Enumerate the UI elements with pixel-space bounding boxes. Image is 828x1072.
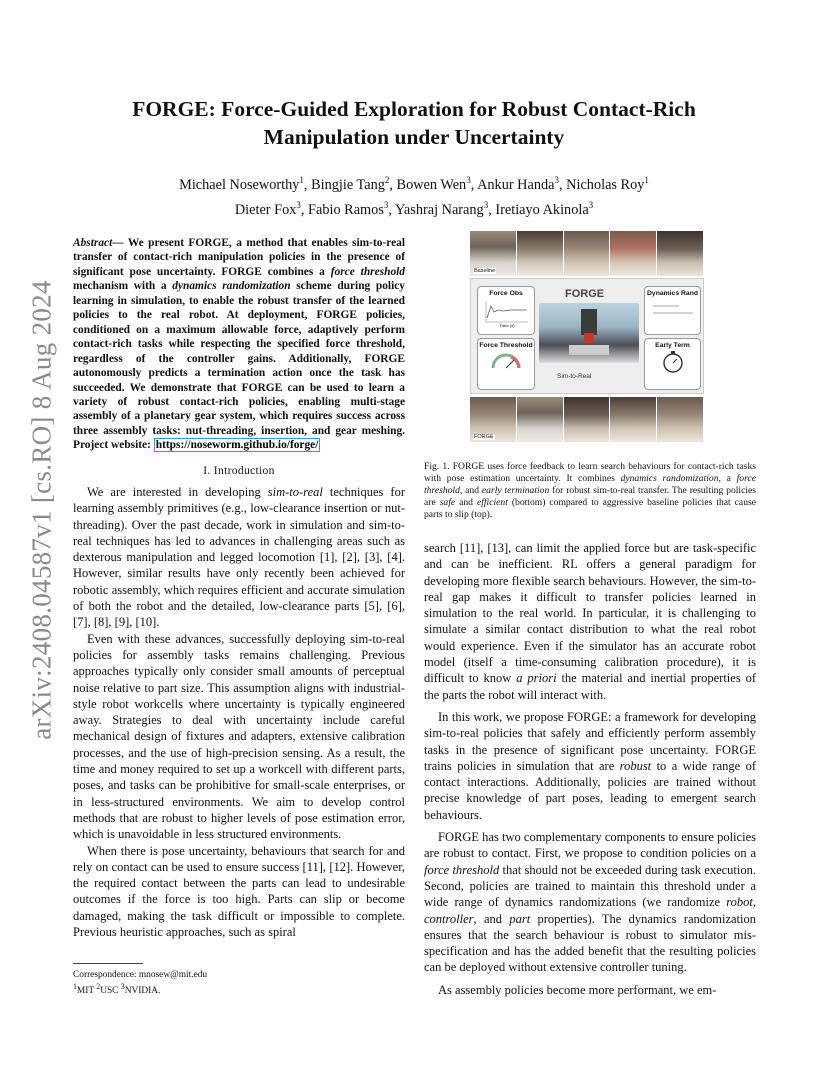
author-name: Ankur Handa (477, 176, 555, 193)
abstract-lead: Abstract (73, 237, 113, 249)
paragraph: When there is pose uncertainty, behaviours that search for and rely on contact can be used to ensure success [11], [12]. However, the required contact between the parts can lead to undesirable outcomes if the force is too high. Parts can slip or become damaged, making the task difficult or impossible to complete. Previous heuristic approaches, such as spiral (73, 843, 405, 940)
author-name: Iretiayo Akinola (495, 201, 589, 218)
author-name: Bowen Wen (396, 176, 467, 193)
force-plot-icon (481, 298, 531, 328)
force-obs-title: Force Obs (489, 290, 523, 297)
stopwatch-icon (661, 350, 685, 374)
force-threshold-title: Force Threshold (479, 342, 533, 349)
affiliation-mark: 3 (383, 199, 389, 210)
author-name: Bingjie Tang (311, 176, 385, 193)
paragraph: In this work, we propose FORGE: a framework for developing sim-to-real policies that safely and efficiently perform assembly tasks in the presence of significant pose uncertainty. FORGE trains policies in simulation that are robust to a wide range of contact interactions. Additionally, policies are trained without precise knowledge of part poses, leading to emergent search behaviours. (424, 709, 757, 822)
baseline-label: Baseline (474, 268, 496, 274)
intro-left-column (73, 484, 405, 940)
force-obs-panel (477, 286, 535, 335)
affiliation-mark: 3 (466, 175, 471, 185)
figure-1 (470, 231, 704, 444)
abstract-text: — We present FORGE, a method that enables sim-to-real transfer of contact-rich manipulation policies in the presence of significant pose uncertainty. FORGE combines a (73, 237, 405, 278)
affiliation-mark: 3 (296, 199, 301, 210)
affiliations: $^1$MIT $^2$USC $^3$NVIDIA. (73, 982, 161, 997)
title-line-1: FORGE: Force-Guided Exploration for Robust Contact-Rich (132, 97, 696, 121)
arxiv-identifier: arXiv:2408.04587v1 [cs.RO] 8 Aug 2024 (26, 280, 57, 740)
affiliation-mark: 3 (554, 175, 559, 185)
abstract (73, 236, 405, 453)
abstract-text: mechanism with a (73, 280, 173, 293)
early-term-title: Early Term (655, 342, 690, 349)
forge-strip-label: FORGE (474, 434, 494, 440)
affiliation-mark: 2 (384, 175, 390, 185)
baseline-photo-strip (470, 231, 704, 276)
paragraph: search [11], [13], can limit the applied force but are task-specific and can be inefficient. RL offers a general paradigm for developing more flexible search behaviours. However, the sim-to-real gap makes it difficult to transfer policies learned in simulation to the real world. In particular, it is challenging to simulate a similar contact distribution to what the real robot would experience. Even if the simulator has an accurate robot model (itself a time-consuming calibration procedure), it is difficult to know a priori the material and inertial properties of the parts the robot will interact with. (424, 541, 756, 702)
sim-robot-image (539, 303, 639, 363)
arxiv-stamp (22, 250, 62, 770)
forge-photo-strip (470, 397, 704, 442)
equation-icon (649, 298, 697, 320)
affiliation-mark: 1 (644, 175, 649, 185)
dynamics-rand-panel (644, 286, 701, 335)
abstract-emph: force threshold (330, 265, 405, 278)
paper-title (90, 95, 738, 151)
footnote-divider (73, 963, 143, 964)
title-line-2: Manipulation under Uncertainty (263, 125, 565, 149)
author-name: Fabio Ramos (308, 201, 384, 218)
affiliation-mark: 3 (588, 199, 594, 210)
affiliation-mark: 3 (483, 199, 489, 210)
affiliation-mark: 1 (299, 175, 304, 185)
abstract-emph: dynamics randomization (172, 280, 291, 293)
paragraph: We are interested in developing sim-to-real techniques for learning assembly primitives (e.g., low-clearance insertion or nut-threading). Over the past decade, work in simulation and sim-to-real techniques has led to advances in challenging areas such as dexterous manipulation and legged locomotion [1], [2], [3], [4]. However, similar results have only recently been achieved for robotic assembly, which requires efficient and accurate simulation of both the robot and the detailed, low-clearance parts [5], [6], [7], [8], [9], [10]. (73, 485, 405, 630)
author-line-2: Dieter Fox$^3$, Fabio Ramos$^3$, Yashraj Narang$^3$, Iretiayo Akinola$^3$ (234, 199, 594, 218)
author-name: Nicholas Roy (566, 176, 645, 193)
paragraph: As assembly policies become more performant, we em- (438, 982, 717, 997)
abstract-text: scheme during policy learning in simulation, to enable the robust transfer of the learned policies to the real robot. At deployment, FORGE policies, conditioned on a maximum allowable force, adaptively perform contact-rich tasks while respecting the specified force threshold, regardless of the controller gains. Additionally, FORGE autonomously predicts a termination action once the task has succeeded. We demonstrate that FORGE can be used to learn a variety of robust contact-rich policies, enabling multi-stage assembly of a planetary gear system, which requires success across three assembly tasks: nut-threading, insertion, and gear meshing. Project website: (73, 280, 406, 452)
paragraph: Even with these advances, successfully deploying sim-to-real policies for assembly tasks remains challenging. Previous approaches typically only consider small amounts of perceptual noise relative to part size. This assumption aligns with industrial-style robot workcells where uncertainty is typically engineered away. Strategies to deal with uncertainty include careful mechanical design of fixtures and adapters, extensive calibration processes, and the use of high-precision sensing. As a result, the time and money required to set up a workcell with different parts, poses, and tasks can be prohibitive for small-scale enterprises, or in less-structured environments. We aim to develop control methods that are robust to higher levels of pose estimation error, which is unavoidable in less structured environments. (73, 631, 405, 842)
intro-right-column (424, 540, 756, 998)
project-website-link[interactable]: https://noseworm.github.io/forge/ (155, 439, 319, 452)
force-obs-axis-label: Time (s) (499, 323, 515, 328)
sim-to-real-label: Sim-to-Real (557, 373, 592, 380)
forge-center-label: FORGE (565, 288, 605, 300)
dynamics-rand-title: Dynamics Rand (647, 290, 698, 297)
footnote (73, 969, 207, 997)
author-line-1: Michael Noseworthy$^1$, Bingjie Tang$^2$, Bowen Wen$^3$, Ankur Handa$^3$, Nicholas Roy$^1$ (179, 175, 649, 193)
author-name: Dieter Fox (234, 201, 297, 218)
section-heading: I. Introduction (203, 464, 275, 477)
forge-diagram (470, 278, 704, 394)
author-list (90, 170, 738, 220)
gauge-icon (489, 350, 523, 372)
paragraph: FORGE has two complementary components to ensure policies are robust to contact. First, we propose to condition policies on a force threshold that should not be exceeded during task execution. Second, policies are trained to maintain this threshold under a wide range of dynamics randomizations (we randomize robot, controller, and part properties). The dynamics randomization ensures that the search behaviour is robust to simulator mis-specification and has the added benefit that the resulting policies can be deployed without extensive controller tuning. (424, 830, 756, 975)
author-name: Michael Noseworthy (179, 176, 300, 193)
force-threshold-panel (477, 338, 535, 390)
early-term-panel (644, 338, 701, 390)
author-name: Yashraj Narang (395, 201, 484, 218)
figure-caption: Fig. 1. FORGE uses force feedback to learn search behaviours for contact-rich tasks with pose estimation uncertainty. It combines dynamics randomization, a force threshold, and early termination for robust sim-to-real transfer. The resulting policies are safe and efficient (bottom) compared to aggressive baseline policies that cause parts to slip (top). (424, 461, 756, 521)
correspondence: Correspondence: mnosew@mit.edu (73, 970, 208, 980)
